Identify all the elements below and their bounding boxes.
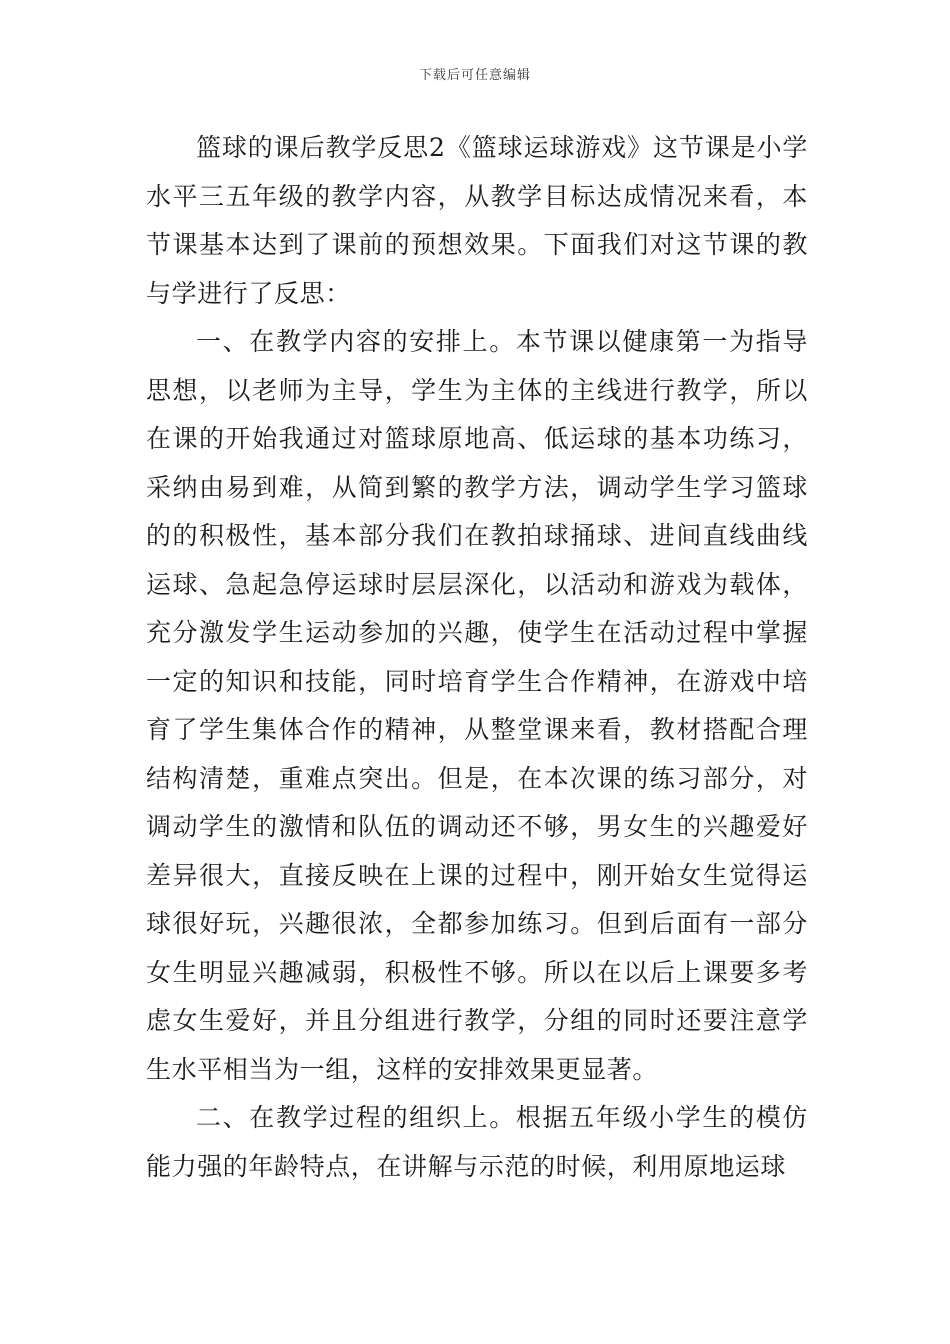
paragraph-section-two: 二、在教学过程的组织上。根据五年级小学生的模仿能力强的年龄特点，在讲解与示范的时候，利用原地运球 — [146, 1103, 808, 1181]
paragraph-section-one: 一、在教学内容的安排上。本节课以健康第一为指导思想，以老师为主导，学生为主体的主线进行教学，所以在课的开始我通过对篮球原地高、低运球的基本功练习，采纳由易到难，从简到繁的教学方法，调动学生学习篮球的的积极性，基本部分我们在教拍球捅球、进间直线曲线运球、急起急停运球时层层深化，以活动和游戏为载体，充分激发学生运动参加的兴趣，使学生在活动过程中掌握一定的知识和技能，同时培育学生合作精神，在游戏中培育了学生集体合作的精神，从整堂课来看，教材搭配合理结构清楚，重难点突出。但是，在本次课的练习部分，对调动学生的激情和队伍的调动还不够，男女生的兴趣爱好差异很大，直接反映在上课的过程中，刚开始女生觉得运球很好玩，兴趣很浓，全都参加练习。但到后面有一部分女生明显兴趣减弱，积极性不够。所以在以后上课要多考虑女生爱好，并且分组进行教学，分组的同时还要注意学生水平相当为一组，这样的安排效果更显著。 — [146, 327, 808, 1084]
paragraph-intro: 篮球的课后教学反思2《篮球运球游戏》这节课是小学水平三五年级的教学内容，从教学目标达成情况来看，本节课基本达到了课前的预想效果。下面我们对这节课的教与学进行了反思： — [146, 133, 808, 308]
document-body — [146, 124, 808, 1191]
page-header-note: 下载后可任意编辑 — [418, 68, 531, 83]
